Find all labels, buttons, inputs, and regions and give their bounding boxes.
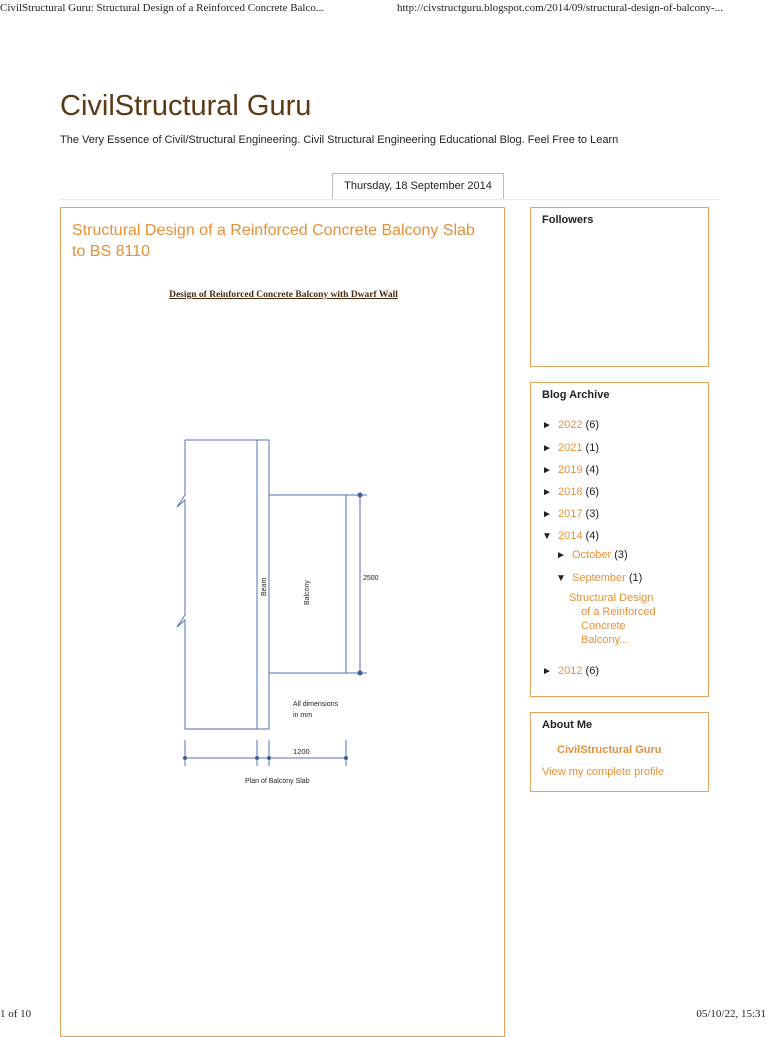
beam-label: Beam bbox=[261, 577, 268, 596]
archive-count: (6) bbox=[585, 419, 599, 431]
archive-year-2019[interactable] bbox=[542, 464, 599, 476]
expand-arrow-icon[interactable]: ► bbox=[542, 487, 552, 498]
archive-year-link[interactable]: 2022 bbox=[558, 419, 583, 431]
archive-year-2014[interactable] bbox=[542, 530, 599, 542]
archive-count: (3) bbox=[585, 508, 599, 520]
archive-count: (1) bbox=[628, 572, 643, 584]
archive-year-2021[interactable] bbox=[542, 442, 599, 454]
horizontal-dimension-value: 1200 bbox=[293, 747, 310, 756]
archive-year-link[interactable]: 2012 bbox=[558, 665, 583, 677]
dimensions-note-line2: in mm bbox=[293, 712, 313, 719]
archive-year-2017[interactable] bbox=[542, 508, 599, 520]
print-footer bbox=[0, 1008, 768, 1024]
page-number: 1 of 10 bbox=[0, 1008, 32, 1020]
post-date-header: Thursday, 18 September 2014 bbox=[332, 173, 504, 199]
collapse-arrow-icon[interactable]: ▼ bbox=[542, 531, 552, 542]
about-me-title: About Me bbox=[542, 719, 593, 731]
archive-post-line: Concrete bbox=[581, 620, 626, 632]
balcony-label: Balcony bbox=[304, 580, 311, 605]
post-container bbox=[60, 207, 505, 1037]
blog-title[interactable]: CivilStructural Guru bbox=[60, 90, 312, 122]
followers-widget bbox=[530, 207, 709, 367]
archive-year-2012[interactable] bbox=[542, 665, 599, 677]
archive-post-line: Structural Design bbox=[569, 592, 654, 604]
archive-year-link[interactable]: 2017 bbox=[558, 508, 583, 520]
print-header bbox=[0, 0, 768, 18]
archive-month-link[interactable]: October bbox=[572, 549, 612, 561]
archive-count: (4) bbox=[585, 530, 599, 542]
archive-count: (6) bbox=[585, 486, 599, 498]
archive-month-september[interactable] bbox=[556, 572, 642, 584]
archive-year-link[interactable]: 2021 bbox=[558, 442, 583, 454]
expand-arrow-icon[interactable]: ► bbox=[542, 420, 552, 431]
about-me-widget bbox=[530, 712, 709, 792]
post-title[interactable]: Structural Design of a Reinforced Concrete Balcony Slab to BS 8110 bbox=[72, 222, 475, 260]
followers-title: Followers bbox=[542, 214, 594, 226]
expand-arrow-icon[interactable]: ► bbox=[542, 443, 552, 454]
divider bbox=[60, 199, 720, 200]
view-profile-link[interactable]: View my complete profile bbox=[542, 766, 665, 778]
drawing-caption: Plan of Balcony Slab bbox=[245, 778, 310, 785]
archive-count: (3) bbox=[614, 549, 628, 561]
blog-archive-title: Blog Archive bbox=[542, 389, 610, 401]
expand-arrow-icon[interactable]: ► bbox=[542, 465, 552, 476]
collapse-arrow-icon[interactable]: ▼ bbox=[556, 573, 566, 584]
archive-post-link[interactable] bbox=[569, 591, 669, 647]
archive-count: (6) bbox=[585, 665, 599, 677]
print-page-title: CivilStructural Guru: Structural Design of a Reinforced Concrete Balco... bbox=[0, 2, 325, 14]
archive-month-link[interactable]: September bbox=[572, 572, 626, 584]
archive-month-october[interactable] bbox=[556, 549, 628, 561]
archive-year-link[interactable]: 2014 bbox=[558, 530, 583, 542]
expand-arrow-icon[interactable]: ► bbox=[542, 509, 552, 520]
archive-year-2022[interactable] bbox=[542, 419, 599, 431]
print-page-url: http://civstructguru.blogspot.com/2014/09/structural-design-of-balcony-... bbox=[397, 2, 723, 14]
expand-arrow-icon[interactable]: ► bbox=[542, 666, 552, 677]
blog-description: The Very Essence of Civil/Structural Engineering. Civil Structural Engineering Educational Blog. Feel Free to Learn bbox=[60, 134, 619, 146]
archive-count: (4) bbox=[585, 464, 599, 476]
archive-post-line: Balcony... bbox=[581, 634, 629, 646]
archive-post-line: of a Reinforced bbox=[581, 606, 656, 618]
print-datetime: 05/10/22, 15:31 bbox=[696, 1008, 766, 1020]
blog-archive-widget bbox=[530, 382, 709, 697]
expand-arrow-icon[interactable]: ► bbox=[556, 550, 566, 561]
dimensions-note-line1: All dimensions bbox=[293, 701, 339, 708]
archive-year-2018[interactable] bbox=[542, 486, 599, 498]
archive-count: (1) bbox=[585, 442, 599, 454]
document-heading: Design of Reinforced Concrete Balcony with Dwarf Wall bbox=[169, 290, 398, 300]
author-name-link[interactable]: CivilStructural Guru bbox=[557, 744, 662, 756]
archive-year-link[interactable]: 2019 bbox=[558, 464, 583, 476]
archive-year-link[interactable]: 2018 bbox=[558, 486, 583, 498]
balcony-plan-drawing bbox=[61, 208, 506, 828]
wall-outline bbox=[177, 440, 269, 729]
vertical-dimension-value: 2500 bbox=[363, 575, 379, 582]
